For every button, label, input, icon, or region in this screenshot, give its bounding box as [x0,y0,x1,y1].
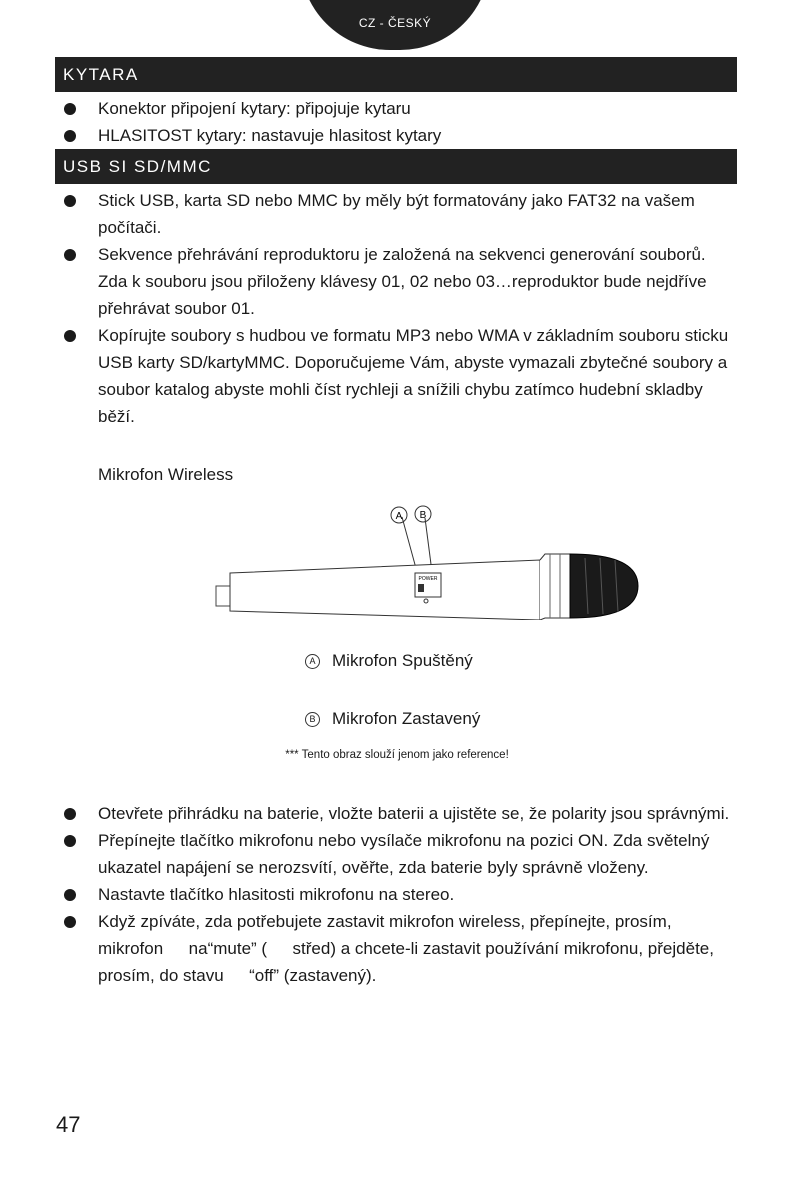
legend-b-text: Mikrofon Zastavený [332,709,481,728]
list-item: Sekvence přehrávání reproduktoru je založená na sekvenci generování souborů. Zda k souboru jsou přiloženy klávesy 01, 02 nebo 03…reproduktor bude nejdříve přehrávat soubor 01. [60,241,735,322]
page-number: 47 [56,1112,81,1137]
reference-note: *** Tento obraz slouží jenom jako reference! [285,749,509,761]
text-part: na“mute” ( [188,939,268,958]
microphone-illustration [210,500,650,620]
section-title-usb: USB SI SD/MMC [55,149,737,184]
legend-b-symbol: B [305,712,320,727]
legend-a [305,651,473,671]
language-label: CZ - ČESKÝ [358,16,432,30]
text-part: střed) a chcete-li zastavit používání mikrofonu, přejděte, prosím, do stavu [98,939,714,985]
mic-collar [540,554,570,620]
mic-heading: Mikrofon Wireless [98,465,234,484]
section-title-kytara: KYTARA [55,57,737,92]
text-part: “off” (zastavený). [249,966,377,985]
instruction-list [60,800,735,989]
list-item: Kopírujte soubory s hudbou ve formatu MP3 nebo WMA v základním souboru sticku USB karty SD/kartyMMC. Doporučujeme Vám, abyste vymazali zbytečné soubory a soubor katalog abyste mohli číst rychleji a snížili chybu zatímco hudební skladby běží. [60,322,735,430]
power-label: POWER [418,576,438,582]
list-item: Nastavte tlačítko hlasitosti mikrofonu na stereo. [60,881,735,908]
legend-a-text: Mikrofon Spuštěný [332,651,473,670]
list-item: Stick USB, karta SD nebo MMC by měly být formatovány jako FAT32 na vašem počítači. [60,187,735,241]
switch-knob [418,584,424,592]
text-part: Když zpíváte, zda potřebujete zastavit mikrofon wireless, přepínejte, prosím, mikrofon [98,912,672,958]
mic-grille [570,554,638,618]
label-b: B [419,510,427,521]
list-item: Konektor připojení kytary: připojuje kytaru [60,95,735,122]
list-item [60,908,735,989]
list-item: HLASITOST kytary: nastavuje hlasitost kytary [60,122,735,149]
legend-a-symbol: A [305,654,320,669]
usb-list [60,187,735,430]
mic-body [230,560,540,620]
legend-b [305,709,480,729]
label-a: A [395,511,403,522]
pointer-line-b [425,518,432,572]
kytara-list [60,95,735,149]
mic-antenna [216,586,230,606]
pointer-line-a [402,517,417,572]
list-item: Přepínejte tlačítko mikrofonu nebo vysílače mikrofonu na pozici ON. Zda světelný ukazatel napájení se nerozsvítí, ověřte, zda baterie byly správně vloženy. [60,827,735,881]
list-item: Otevřete přihrádku na baterie, vložte baterii a ujistěte se, že polarity jsou správnými. [60,800,735,827]
